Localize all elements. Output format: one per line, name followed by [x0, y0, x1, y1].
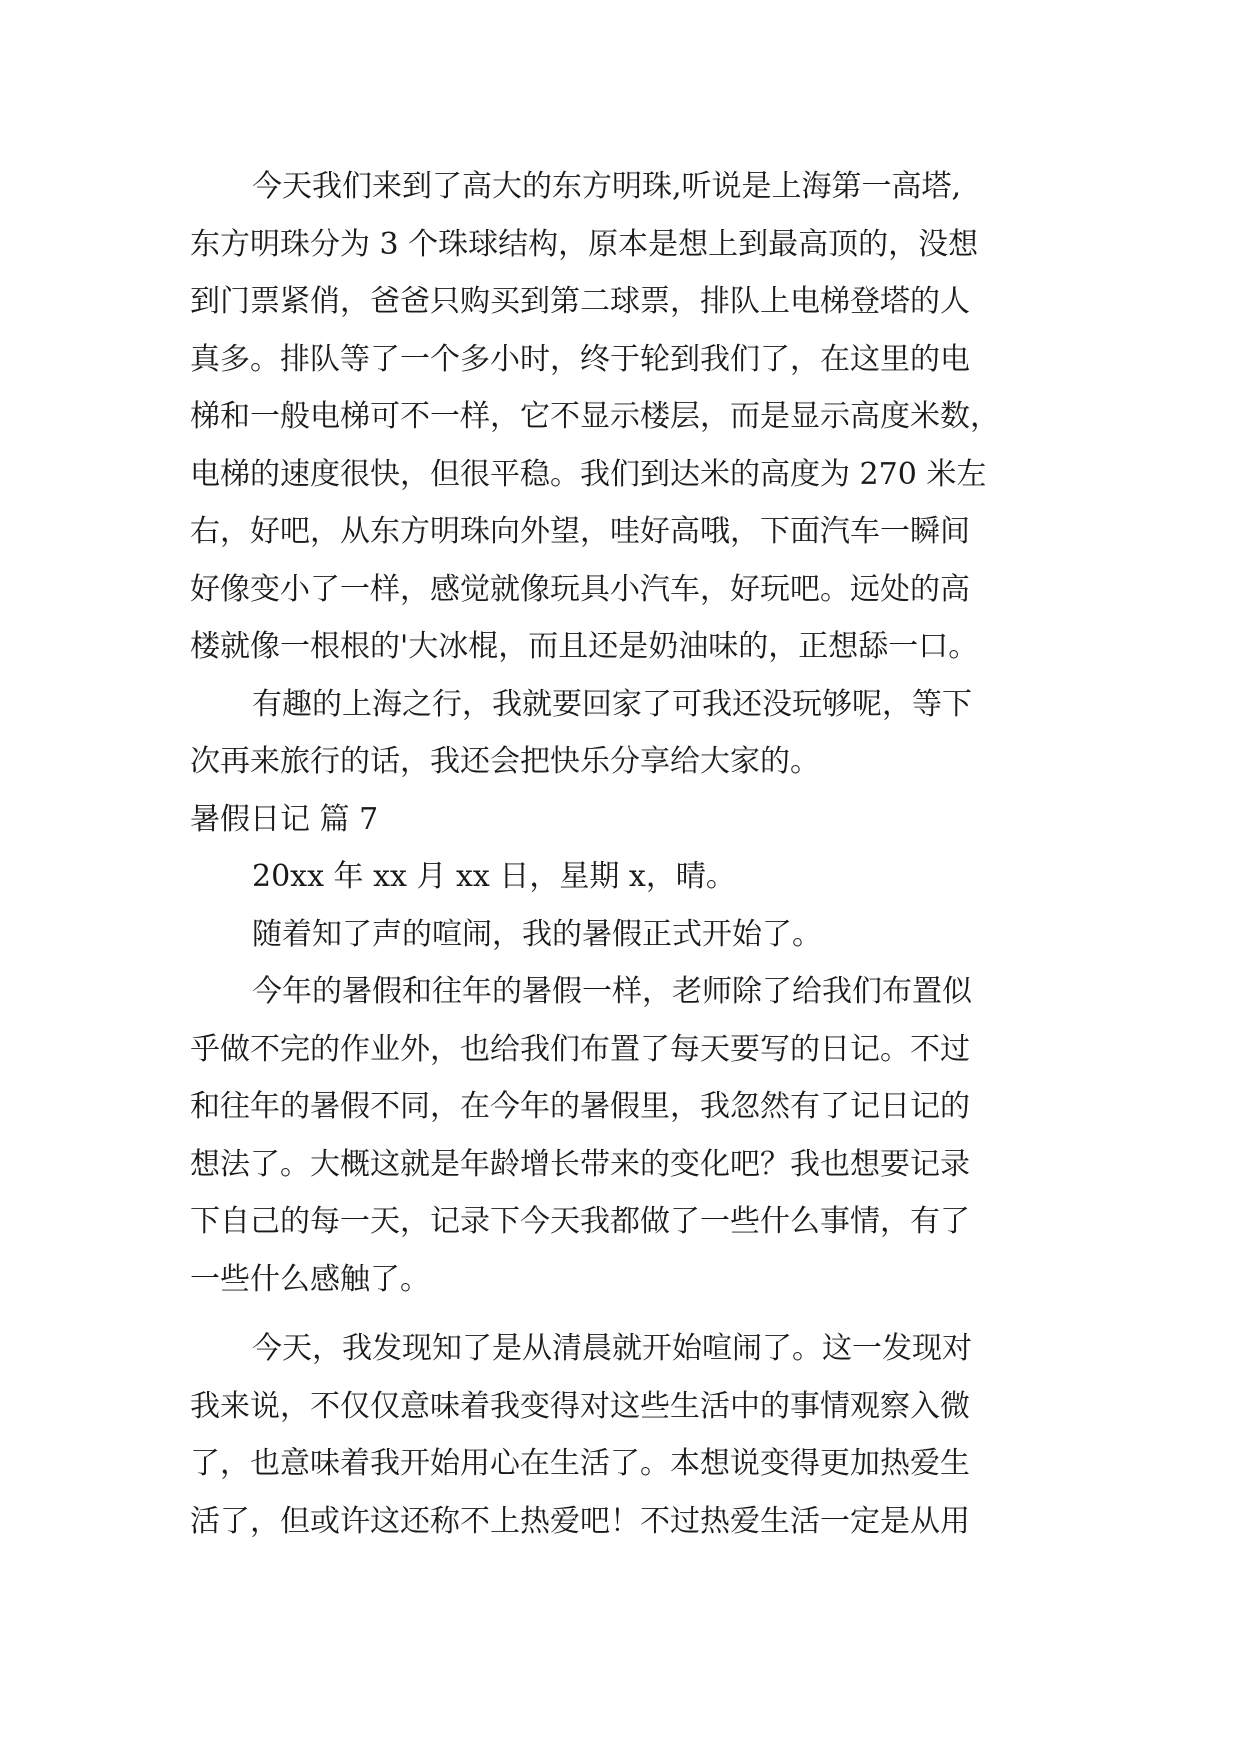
text-line: 次再来旅行的话，我还会把快乐分享给大家的。 — [190, 744, 820, 779]
text-line: 右，好吧，从东方明珠向外望，哇好高哦，下面汽车一瞬间 — [190, 514, 970, 549]
heading-text: 暑假日记 篇 7 — [190, 801, 379, 837]
text-line: 我来说，不仅仅意味着我变得对这些生活中的事情观察入微 — [190, 1388, 970, 1424]
text-line: 好像变小了一样，感觉就像玩具小汽车，好玩吧。远处的高 — [190, 571, 970, 607]
paragraph — [190, 848, 1070, 906]
text-line: 东方明珠分为 3 个珠球结构，原本是想上到最高顶的，没想 — [190, 226, 979, 262]
text-line: 电梯的速度很快，但很平稳。我们到达米的高度为 270 米左 — [190, 456, 987, 492]
paragraph-spacer — [190, 1308, 1070, 1320]
text-line: 梯和一般电梯可不一样，它不显示楼层，而是显示高度米数， — [190, 399, 1000, 434]
text-line: 真多。排队等了一个多小时，终于轮到我们了，在这里的电 — [190, 341, 970, 377]
text-line: 今天，我发现知了是从清晨就开始喧闹了。这一发现对 — [252, 1331, 972, 1366]
text-line: 乎做不完的作业外，也给我们布置了每天要写的日记。不过 — [190, 1031, 970, 1067]
text-line: 一些什么感触了。 — [190, 1261, 430, 1297]
paragraph — [190, 963, 1070, 1308]
paragraph — [190, 906, 1070, 964]
text-line: 今天我们来到了高大的东方明珠,听说是上海第一高塔, — [252, 169, 962, 204]
text-line: 有趣的上海之行，我就要回家了可我还没玩够呢，等下 — [252, 686, 972, 722]
text-line: 了，也意味着我开始用心在生活了。本想说变得更加热爱生 — [190, 1446, 970, 1481]
text-line: 想法了。大概这就是年龄增长带来的变化吧？我也想要记录 — [190, 1146, 970, 1182]
date-line: 20xx 年 xx 月 xx 日，星期 x，晴。 — [252, 859, 736, 894]
paragraph — [190, 676, 1070, 791]
text-line: 随着知了声的喧闹，我的暑假正式开始了。 — [252, 916, 822, 952]
text-line: 到门票紧俏，爸爸只购买到第二球票，排队上电梯登塔的人 — [190, 284, 970, 319]
text-line: 今年的暑假和往年的暑假一样，老师除了给我们布置似 — [252, 974, 972, 1009]
text-line: 下自己的每一天，记录下今天我都做了一些什么事情，有了 — [190, 1204, 970, 1239]
text-line: 活了，但或许这还称不上热爱吧！不过热爱生活一定是从用 — [190, 1503, 970, 1539]
document-body — [190, 158, 1070, 1550]
text-line: 楼就像一根根的'大冰棍，而且还是奶油味的，正想舔一口。 — [190, 629, 979, 664]
section-heading — [190, 791, 1070, 849]
text-line: 和往年的暑假不同，在今年的暑假里，我忽然有了记日记的 — [190, 1089, 970, 1124]
paragraph — [190, 1320, 1070, 1550]
paragraph — [190, 158, 1070, 676]
